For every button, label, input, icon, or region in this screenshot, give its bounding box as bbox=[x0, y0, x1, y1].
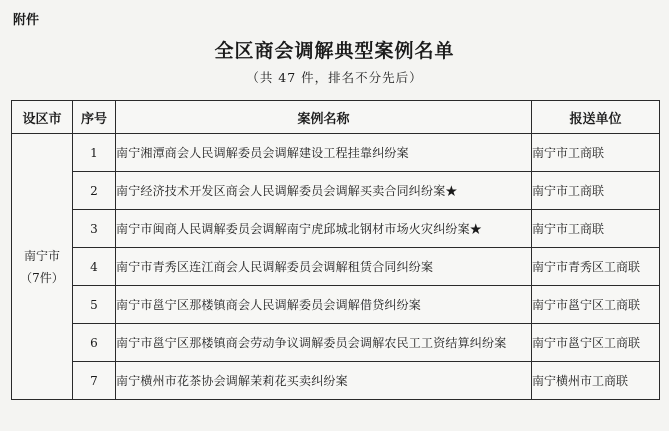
row-number: 7 bbox=[73, 362, 116, 400]
case-name: 南宁横州市花茶协会调解茉莉花买卖纠纷案 bbox=[116, 362, 532, 400]
case-name: 南宁经济技术开发区商会人民调解委员会调解买卖合同纠纷案★ bbox=[116, 172, 532, 210]
table-row bbox=[12, 248, 660, 286]
table-row bbox=[12, 134, 660, 172]
row-number: 3 bbox=[73, 210, 116, 248]
table-row bbox=[12, 172, 660, 210]
submitting-unit: 南宁横州市工商联 bbox=[532, 362, 660, 400]
submitting-unit: 南宁市工商联 bbox=[532, 134, 660, 172]
column-header-case-name: 案例名称 bbox=[116, 101, 532, 134]
city-cell bbox=[12, 134, 73, 400]
column-header-no: 序号 bbox=[73, 101, 116, 134]
page-title: 全区商会调解典型案例名单 bbox=[214, 40, 455, 62]
submitting-unit: 南宁市青秀区工商联 bbox=[532, 248, 660, 286]
submitting-unit: 南宁市工商联 bbox=[532, 210, 660, 248]
column-header-unit: 报送单位 bbox=[532, 101, 660, 134]
case-name: 南宁市闽商人民调解委员会调解南宁虎邱城北钢材市场火灾纠纷案★ bbox=[116, 210, 532, 248]
row-number: 5 bbox=[73, 286, 116, 324]
case-name: 南宁市邕宁区那楼镇商会劳动争议调解委员会调解农民工工资结算纠纷案 bbox=[116, 324, 532, 362]
city-count: （7件） bbox=[20, 270, 64, 285]
submitting-unit: 南宁市工商联 bbox=[532, 172, 660, 210]
page-subtitle: （共 47 件，排名不分先后） bbox=[246, 70, 423, 85]
row-number: 1 bbox=[73, 134, 116, 172]
attachment-label: 附件 bbox=[13, 13, 40, 28]
case-table bbox=[11, 100, 660, 400]
column-header-city: 设区市 bbox=[12, 101, 73, 134]
case-name: 南宁市邕宁区那楼镇商会人民调解委员会调解借贷纠纷案 bbox=[116, 286, 532, 324]
submitting-unit: 南宁市邕宁区工商联 bbox=[532, 286, 660, 324]
table-row bbox=[12, 324, 660, 362]
table-row bbox=[12, 362, 660, 400]
row-number: 4 bbox=[73, 248, 116, 286]
row-number: 6 bbox=[73, 324, 116, 362]
case-name: 南宁湘潭商会人民调解委员会调解建设工程挂靠纠纷案 bbox=[116, 134, 532, 172]
row-number: 2 bbox=[73, 172, 116, 210]
table-header-row bbox=[12, 101, 660, 134]
table-row bbox=[12, 210, 660, 248]
table-row bbox=[12, 286, 660, 324]
submitting-unit: 南宁市邕宁区工商联 bbox=[532, 324, 660, 362]
city-name: 南宁市 bbox=[23, 248, 60, 263]
case-name: 南宁市青秀区连江商会人民调解委员会调解租赁合同纠纷案 bbox=[116, 248, 532, 286]
